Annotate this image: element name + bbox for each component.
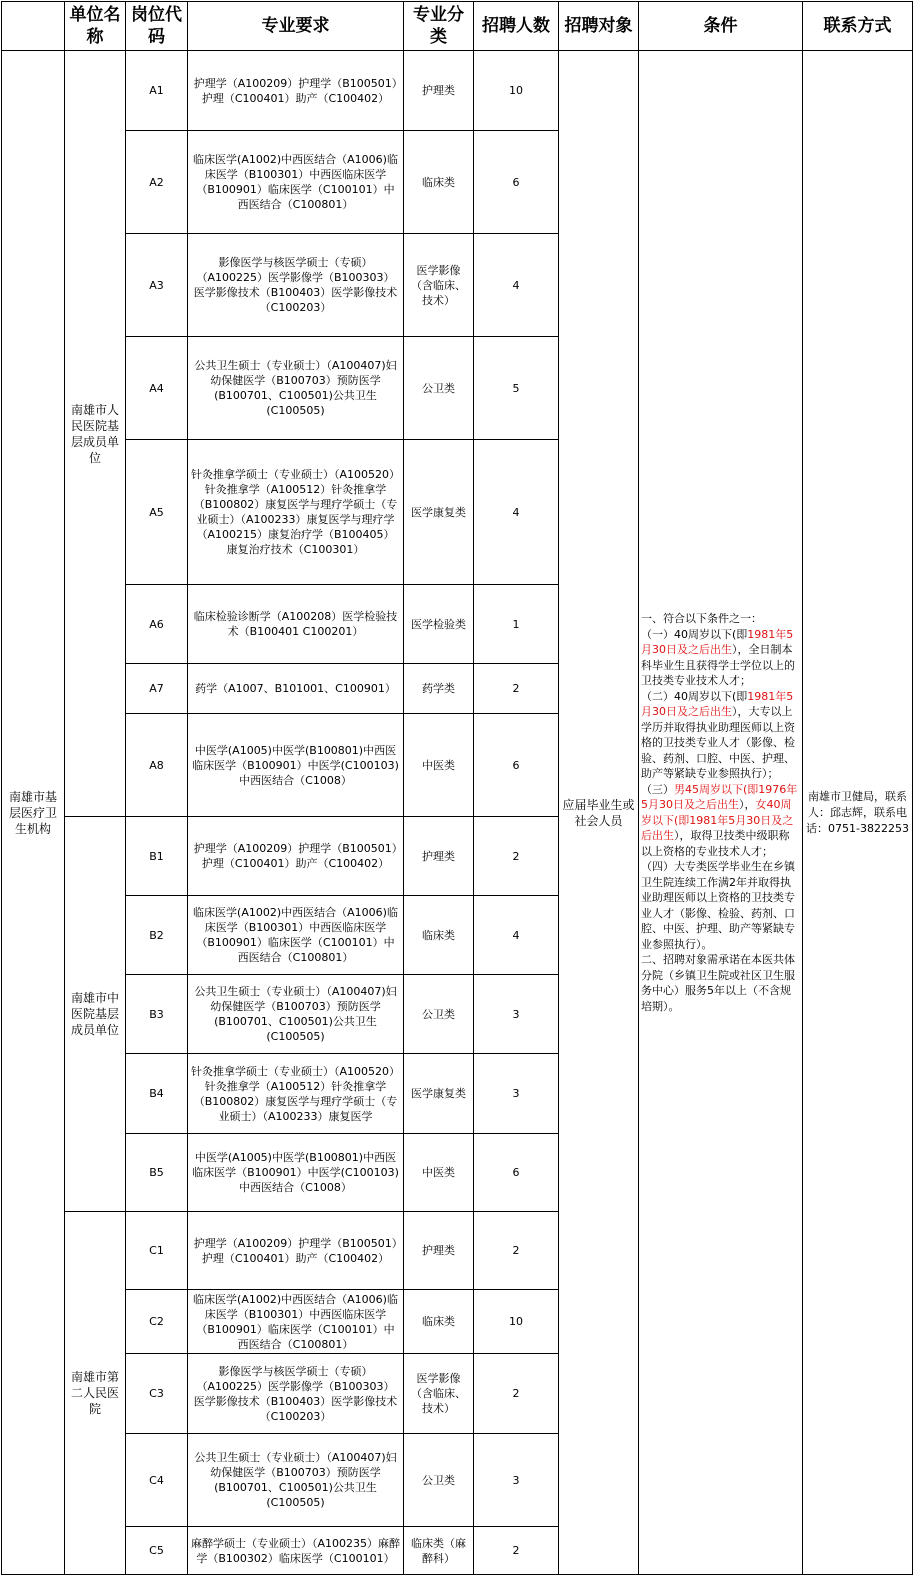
conditions (639, 51, 803, 1575)
cond-3b: ），取得卫技类中级职称以上资格的专业技术人才； (641, 829, 790, 858)
position-code: C3 (126, 1354, 188, 1434)
contact-info: 南雄市卫健局，联系人：邱志辉，联系电话：0751-3822253 (803, 51, 913, 1575)
major-category: 医学康复类 (404, 440, 474, 585)
major-category: 临床类 (404, 131, 474, 234)
position-code: B2 (126, 896, 188, 975)
cond-1a: （一）40周岁以下(即 (641, 627, 748, 641)
group-unit: 南雄市第二人民医院 (65, 1212, 126, 1575)
cond-3a: （三） (641, 782, 674, 796)
table-row (2, 51, 913, 131)
header-blank (2, 2, 65, 51)
position-code: B4 (126, 1054, 188, 1134)
major-category: 中医类 (404, 714, 474, 817)
major-category: 护理类 (404, 817, 474, 896)
hire-count: 6 (474, 714, 559, 817)
hire-count: 10 (474, 1290, 559, 1354)
cond-5: 二、招聘对象需承诺在本医共体分院（乡镇卫生院或社区卫生服务中心）服务5年以上（不含规培期）。 (641, 953, 795, 1013)
major-requirement: 临床医学(A1002)中西医结合（A1006)临床医学（B100301）中西医临床医学（B100901）临床医学（C100101）中西医结合（C100801） (188, 1290, 404, 1354)
hire-count: 2 (474, 817, 559, 896)
header-count: 招聘人数 (474, 2, 559, 51)
major-requirement: 中医学(A1005)中医学(B100801)中西医临床医学（B100901）中医学(C100103)中西医结合（C1008） (188, 1134, 404, 1212)
major-requirement: 影像医学与核医学硕士（专硕）（A100225）医学影像学（B100303）医学影像技术（B100403）医学影像技术（C100203） (188, 234, 404, 337)
position-code: A4 (126, 337, 188, 440)
major-requirement: 护理学（A100209）护理学（B100501）护理（C100401）助产（C100402） (188, 817, 404, 896)
position-code: A7 (126, 664, 188, 714)
hire-count: 6 (474, 131, 559, 234)
cond-3-mid: ）， (739, 798, 756, 811)
header-unit: 单位名称 (65, 2, 126, 51)
cond-2a: （二）40周岁以下(即 (641, 689, 748, 703)
major-category: 公卫类 (404, 975, 474, 1054)
hire-count: 3 (474, 1054, 559, 1134)
major-category: 医学检验类 (404, 585, 474, 664)
major-category: 医学影像（含临床、技术） (404, 1354, 474, 1434)
major-requirement: 护理学（A100209）护理学（B100501）护理（C100401）助产（C100402） (188, 1212, 404, 1290)
header-row (2, 2, 913, 51)
position-code: B1 (126, 817, 188, 896)
hire-count: 2 (474, 664, 559, 714)
recruit-target: 应届毕业生或社会人员 (559, 51, 639, 1575)
position-code: C5 (126, 1527, 188, 1575)
top-unit: 南雄市基层医疗卫生机构 (2, 51, 65, 1575)
major-category: 公卫类 (404, 1434, 474, 1527)
position-code: B3 (126, 975, 188, 1054)
header-contact: 联系方式 (803, 2, 913, 51)
hire-count: 4 (474, 234, 559, 337)
major-requirement: 临床医学(A1002)中西医结合（A1006)临床医学（B100301）中西医临床医学（B100901）临床医学（C100101）中西医结合（C100801） (188, 131, 404, 234)
major-category: 护理类 (404, 1212, 474, 1290)
major-requirement: 中医学(A1005)中医学(B100801)中西医临床医学（B100901）中医学(C100103)中西医结合（C1008） (188, 714, 404, 817)
major-requirement: 公共卫生硕士（专业硕士）（A100407)妇幼保健医学（B100703）预防医学(B100701、C100501)公共卫生(C100505) (188, 337, 404, 440)
position-code: A2 (126, 131, 188, 234)
major-requirement: 影像医学与核医学硕士（专硕）（A100225）医学影像学（B100303）医学影像技术（B100403）医学影像技术（C100203） (188, 1354, 404, 1434)
major-category: 临床类（麻醉科） (404, 1527, 474, 1575)
major-category: 医学影像（含临床、技术） (404, 234, 474, 337)
position-code: A6 (126, 585, 188, 664)
cond-2-date: 1981年5月30日及之后出生 (641, 689, 794, 718)
major-category: 中医类 (404, 1134, 474, 1212)
group-unit: 南雄市人民医院基层成员单位 (65, 51, 126, 817)
position-code: A5 (126, 440, 188, 585)
major-category: 临床类 (404, 896, 474, 975)
cond-intro: 一、符合以下条件之一： (641, 612, 762, 625)
cond-3-female-date: 女40周岁以下(即1981年5月30日及之后出生 (641, 798, 794, 842)
hire-count: 10 (474, 51, 559, 131)
major-requirement: 护理学（A100209）护理学（B100501）护理（C100401）助产（C100402） (188, 51, 404, 131)
position-code: A3 (126, 234, 188, 337)
recruitment-table (1, 1, 913, 1575)
cond-2b: ），大专以上学历并取得执业助理医师以上资格的卫技类专业人才（影像、检验、药剂、口腔、中医、护理、助产等紧缺专业参照执行）； (641, 705, 795, 780)
hire-count: 4 (474, 896, 559, 975)
hire-count: 2 (474, 1354, 559, 1434)
cond-1b: ），全日制本科毕业生且获得学士学位以上的卫技类专业技术人才； (641, 643, 795, 687)
major-requirement: 临床医学(A1002)中西医结合（A1006)临床医学（B100301）中西医临床医学（B100901）临床医学（C100101）中西医结合（C100801） (188, 896, 404, 975)
major-requirement: 临床检验诊断学（A100208）医学检验技术（B100401 C100201） (188, 585, 404, 664)
position-code: C1 (126, 1212, 188, 1290)
major-requirement: 公共卫生硕士（专业硕士）（A100407)妇幼保健医学（B100703）预防医学(B100701、C100501)公共卫生(C100505) (188, 975, 404, 1054)
hire-count: 3 (474, 1434, 559, 1527)
header-major: 专业要求 (188, 2, 404, 51)
major-requirement: 针灸推拿学硕士（专业硕士）（A100520）针灸推拿学（A100512）针灸推拿学（B100802）康复医学与理疗学硕士（专业硕士）（A100233）康复医学 (188, 1054, 404, 1134)
major-requirement: 针灸推拿学硕士（专业硕士）（A100520）针灸推拿学（A100512）针灸推拿学（B100802）康复医学与理疗学硕士（专业硕士）（A100233）康复医学与理疗学（A100215）康复治疗学（B100405）康复治疗技术（C100301） (188, 440, 404, 585)
major-category: 公卫类 (404, 337, 474, 440)
major-requirement: 药学（A1007、B101001、C100901） (188, 664, 404, 714)
hire-count: 4 (474, 440, 559, 585)
major-requirement: 麻醉学硕士（专业硕士）（A100235）麻醉学（B100302）临床医学（C100101） (188, 1527, 404, 1575)
header-code: 岗位代码 (126, 2, 188, 51)
major-category: 临床类 (404, 1290, 474, 1354)
cond-1-date: 1981年5月30日及之后出生 (641, 627, 794, 656)
hire-count: 2 (474, 1212, 559, 1290)
position-code: A8 (126, 714, 188, 817)
position-code: C4 (126, 1434, 188, 1527)
group-unit: 南雄市中医院基层成员单位 (65, 817, 126, 1212)
position-code: A1 (126, 51, 188, 131)
major-category: 药学类 (404, 664, 474, 714)
major-category: 医学康复类 (404, 1054, 474, 1134)
major-category: 护理类 (404, 51, 474, 131)
header-category: 专业分类 (404, 2, 474, 51)
header-target: 招聘对象 (559, 2, 639, 51)
position-code: C2 (126, 1290, 188, 1354)
major-requirement: 公共卫生硕士（专业硕士）（A100407)妇幼保健医学（B100703）预防医学(B100701、C100501)公共卫生(C100505) (188, 1434, 404, 1527)
hire-count: 3 (474, 975, 559, 1054)
header-conditions: 条件 (639, 2, 803, 51)
hire-count: 2 (474, 1527, 559, 1575)
hire-count: 6 (474, 1134, 559, 1212)
hire-count: 1 (474, 585, 559, 664)
cond-4: （四）大专类医学毕业生在乡镇卫生院连续工作满2年并取得执业助理医师以上资格的卫技类专业人才（影像、检验、药剂、口腔、中医、护理、助产等紧缺专业参照执行）。 (641, 860, 795, 951)
position-code: B5 (126, 1134, 188, 1212)
hire-count: 5 (474, 337, 559, 440)
cond-3-male-date: 男45周岁以下(即1976年5月30日及之后出生 (641, 782, 798, 811)
